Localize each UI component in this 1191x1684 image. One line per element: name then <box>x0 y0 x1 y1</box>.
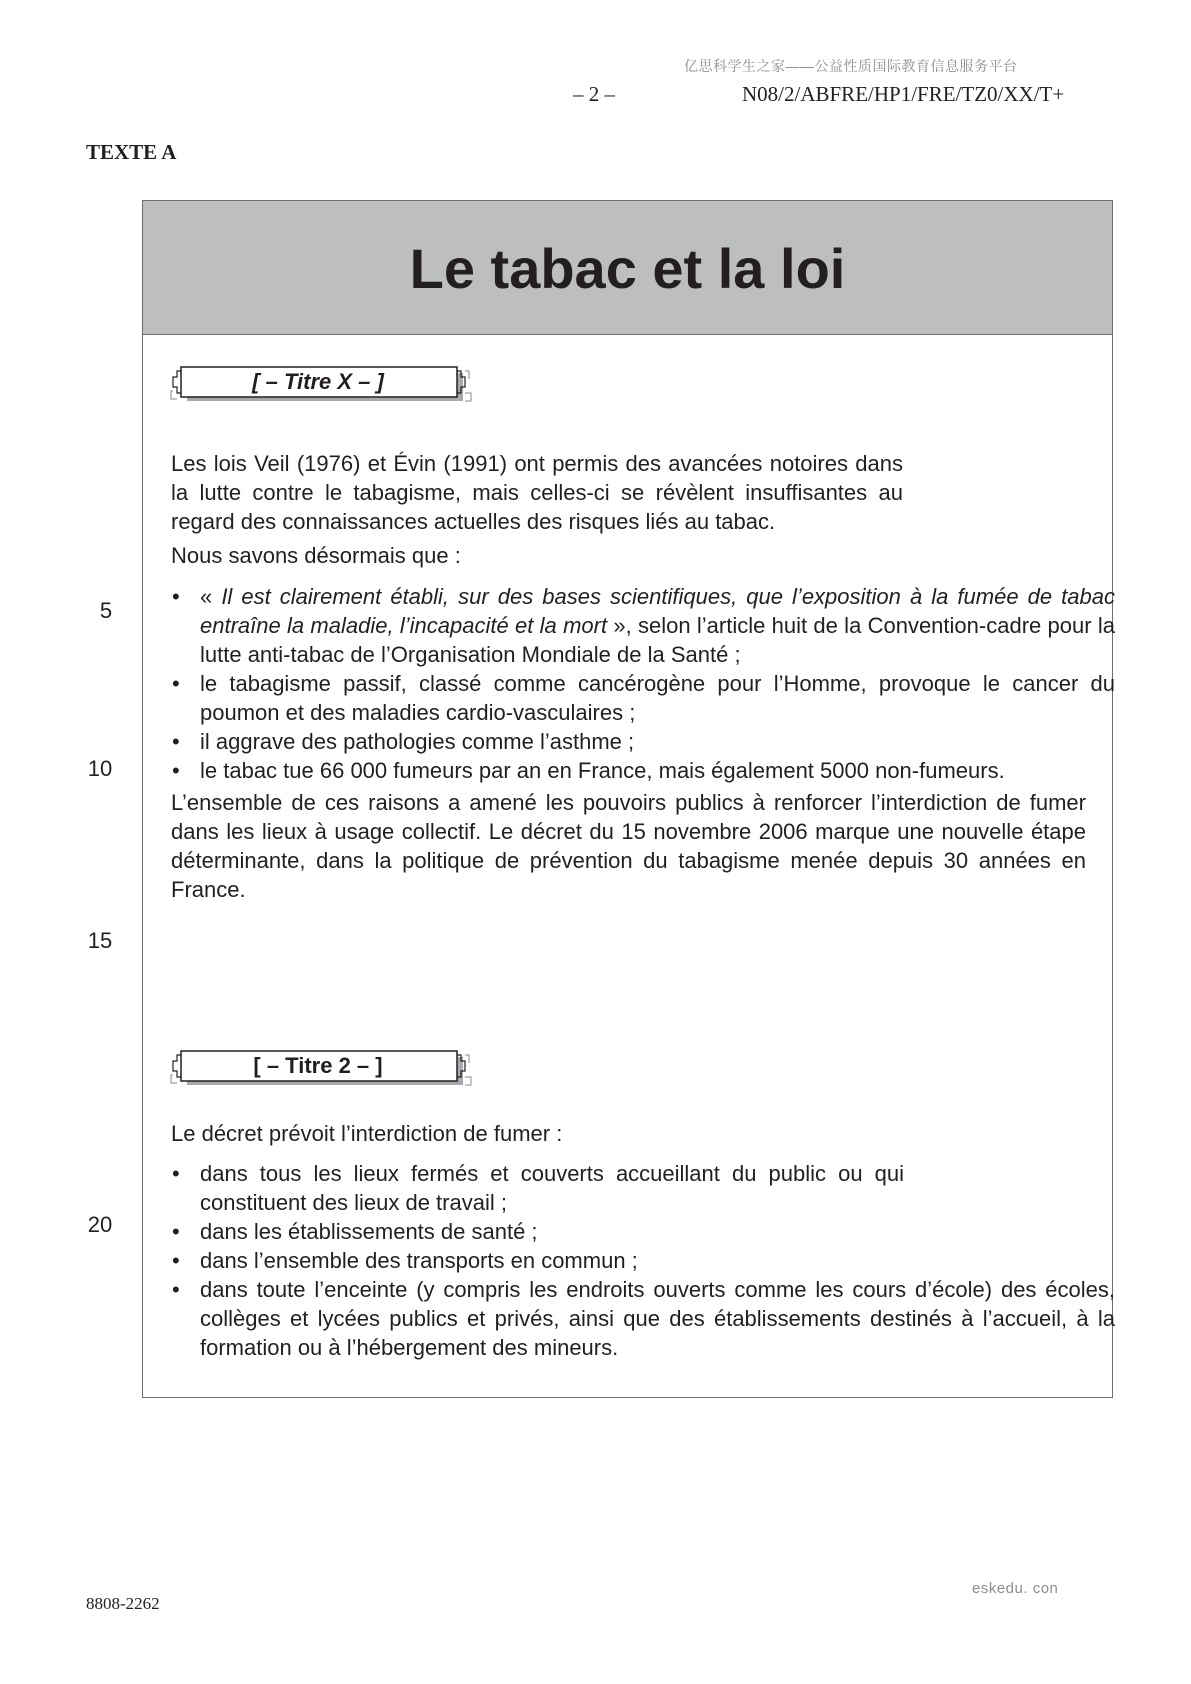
heading-1-label: [ – Titre X – ] <box>252 369 384 394</box>
line-number-5: 5 <box>99 598 113 623</box>
section-label: TEXTE A <box>86 140 177 164</box>
watermark-text: 亿思科学生之家——公益性质国际教育信息服务平台 <box>684 58 1018 74</box>
facts-lead: Nous savons désormais que : <box>171 543 461 568</box>
conclusion-paragraph: L’ensemble de ces raisons a amené les pouvoirs publics à renforcer l’interdiction de fumer dans les lieux à usage collectif. Le décret du 15 novembre 2006 marque une nouvelle étape déterminante, dans la politique de prévention du tabagisme menée depuis 30 années en France. <box>171 790 1086 902</box>
list-item: • le tabac tue 66 000 fumeurs par an en France, mais également 5000 non-fumeurs. <box>171 756 1115 785</box>
footer-code: 8808-2262 <box>86 1594 160 1613</box>
intro-paragraph: Les lois Veil (1976) et Évin (1991) ont permis des avancées notoires dans la lutte contre le tabagisme, mais celles-ci se révèlent insuffisantes au regard des connaissances actuelles des risques liés au tabac. <box>171 451 903 534</box>
list-item: • « Il est clairement établi, sur des bases scientifiques, que l’exposition à la fumée de tabac entraîne la maladie, l’incapacité et la mort », selon l’article huit de la Convention-cadre pour la lutte anti-tabac de l’Organisation Mondiale de la Santé ; <box>171 582 1115 669</box>
list-item: • le tabagisme passif, classé comme cancérogène pour l’Homme, provoque le cancer du poumon et des maladies cardio-vasculaires ; <box>171 669 1115 727</box>
line-number-15: 15 <box>87 928 113 953</box>
title-banner <box>143 201 1112 335</box>
list-item: • dans tous les lieux fermés et couverts accueillant du public ou qui constituent des lieux de travail ; <box>171 1159 904 1217</box>
heading-plaque-2 <box>169 1047 475 1093</box>
line-number-10: 10 <box>87 756 113 781</box>
list-item: • dans les établissements de santé ; <box>171 1217 1115 1246</box>
line-number-20: 20 <box>87 1212 113 1237</box>
article-title: Le tabac et la loi <box>409 237 846 300</box>
exam-code: N08/2/ABFRE/HP1/FRE/TZ0/XX/T+ <box>742 82 1065 106</box>
list-item: • dans toute l’enceinte (y compris les endroits ouverts comme les cours d’école) des écoles, collèges et lycées publics et privés, ainsi que des établissements destinés à l’accueil, à la formation ou à l’hébergement des mineurs. <box>171 1275 1115 1362</box>
quote-text: Il est clairement établi, sur des bases scientifiques, que l’exposition à la fumée de tabac entraîne la maladie, l’incapacité et la mort <box>200 584 1115 638</box>
list-item: • il aggrave des pathologies comme l’asthme ; <box>171 727 1115 756</box>
page-number: – 2 – <box>573 82 615 106</box>
heading-2-label: [ – Titre 2 – ] <box>253 1053 383 1078</box>
heading-plaque-1 <box>169 363 475 409</box>
decree-list <box>171 1159 1115 1362</box>
decree-lead: Le décret prévoit l’interdiction de fumer : <box>171 1121 563 1146</box>
footer-site: eskedu. con <box>972 1580 1059 1597</box>
list-item: • dans l’ensemble des transports en commun ; <box>171 1246 1115 1275</box>
facts-list <box>171 582 1115 785</box>
article-frame <box>142 200 1113 1398</box>
